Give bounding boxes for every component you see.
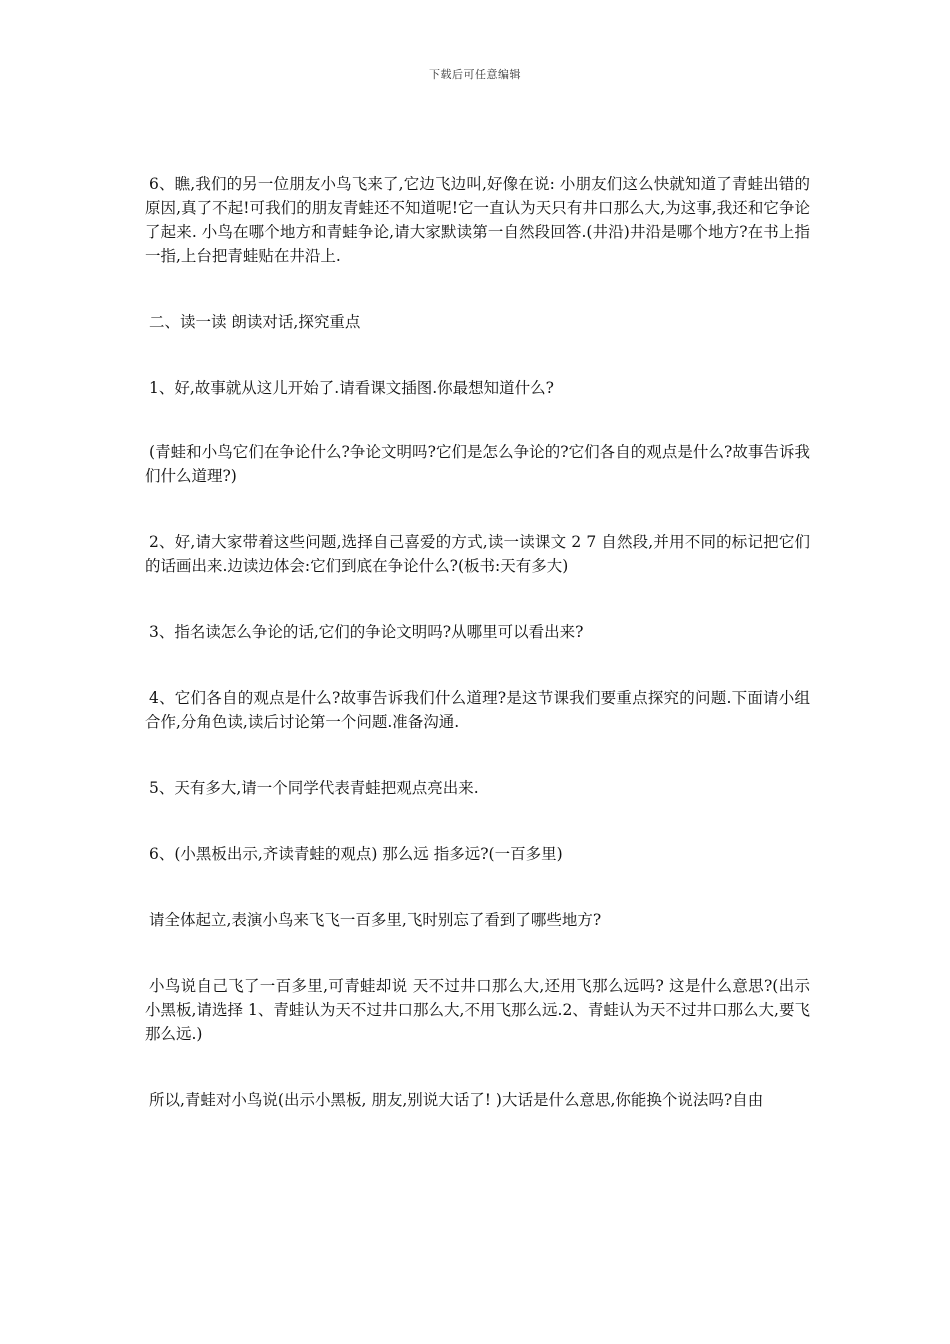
paragraph-1-story-start: 1、好,故事就从这儿开始了.请看课文插图.你最想知道什么?	[149, 379, 554, 397]
paragraph-4-viewpoints: 4、它们各自的观点是什么?故事告诉我们什么道理?是这节课我们要重点探究的问题.下面请小组合作,分角色读,读后讨论第一个问题.准备沟通.	[145, 689, 810, 731]
paragraph-act-flying: 请全体起立,表演小鸟来飞飞一百多里,飞时别忘了看到了哪些地方?	[149, 911, 602, 929]
page-header: 下载后可任意编辑	[429, 68, 521, 81]
paragraph-6-bird: 6、瞧,我们的另一位朋友小鸟飞来了,它边飞边叫,好像在说: 小朋友们这么快就知道了青蛙出错的原因,真了不起!可我们的朋友青蛙还不知道呢!它一直认为天只有井口那么大,为这事,我还和它争论了起来. 小鸟在哪个地方和青蛙争论,请大家默读第一自然段回答.(井沿)井沿是哪个地方?在书上指一指,上台把青蛙贴在井沿上.	[145, 175, 810, 265]
paragraph-big-talk: 所以,青蛙对小鸟说(出示小黑板, 朋友,别说大话了! )大话是什么意思,你能换个说法吗?自由	[149, 1091, 764, 1109]
section-heading-read: 二、读一读 朗读对话,探究重点	[149, 313, 361, 331]
document-body	[145, 172, 810, 1112]
paragraph-6-blackboard: 6、(小黑板出示,齐读青蛙的观点) 那么远 指多远?(一百多里)	[149, 845, 563, 863]
paragraph-questions: (青蛙和小鸟它们在争论什么?争论文明吗?它们是怎么争论的?它们各自的观点是什么?故事告诉我们什么道理?)	[145, 443, 810, 485]
paragraph-5-sky-size: 5、天有多大,请一个同学代表青蛙把观点亮出来.	[149, 779, 479, 797]
paragraph-bird-flew: 小鸟说自己飞了一百多里,可青蛙却说 天不过井口那么大,还用飞那么远吗? 这是什么意思?(出示小黑板,请选择 1、青蛙认为天不过井口那么大,不用飞那么远.2、青蛙认为天不过井口那么大,要飞那么远.)	[145, 977, 810, 1043]
paragraph-3-named-reading: 3、指名读怎么争论的话,它们的争论文明吗?从哪里可以看出来?	[149, 623, 584, 641]
paragraph-2-read-text: 2、好,请大家带着这些问题,选择自己喜爱的方式,读一读课文 2 7 自然段,并用不同的标记把它们的话画出来.边读边体会:它们到底在争论什么?(板书:天有多大)	[145, 533, 810, 575]
